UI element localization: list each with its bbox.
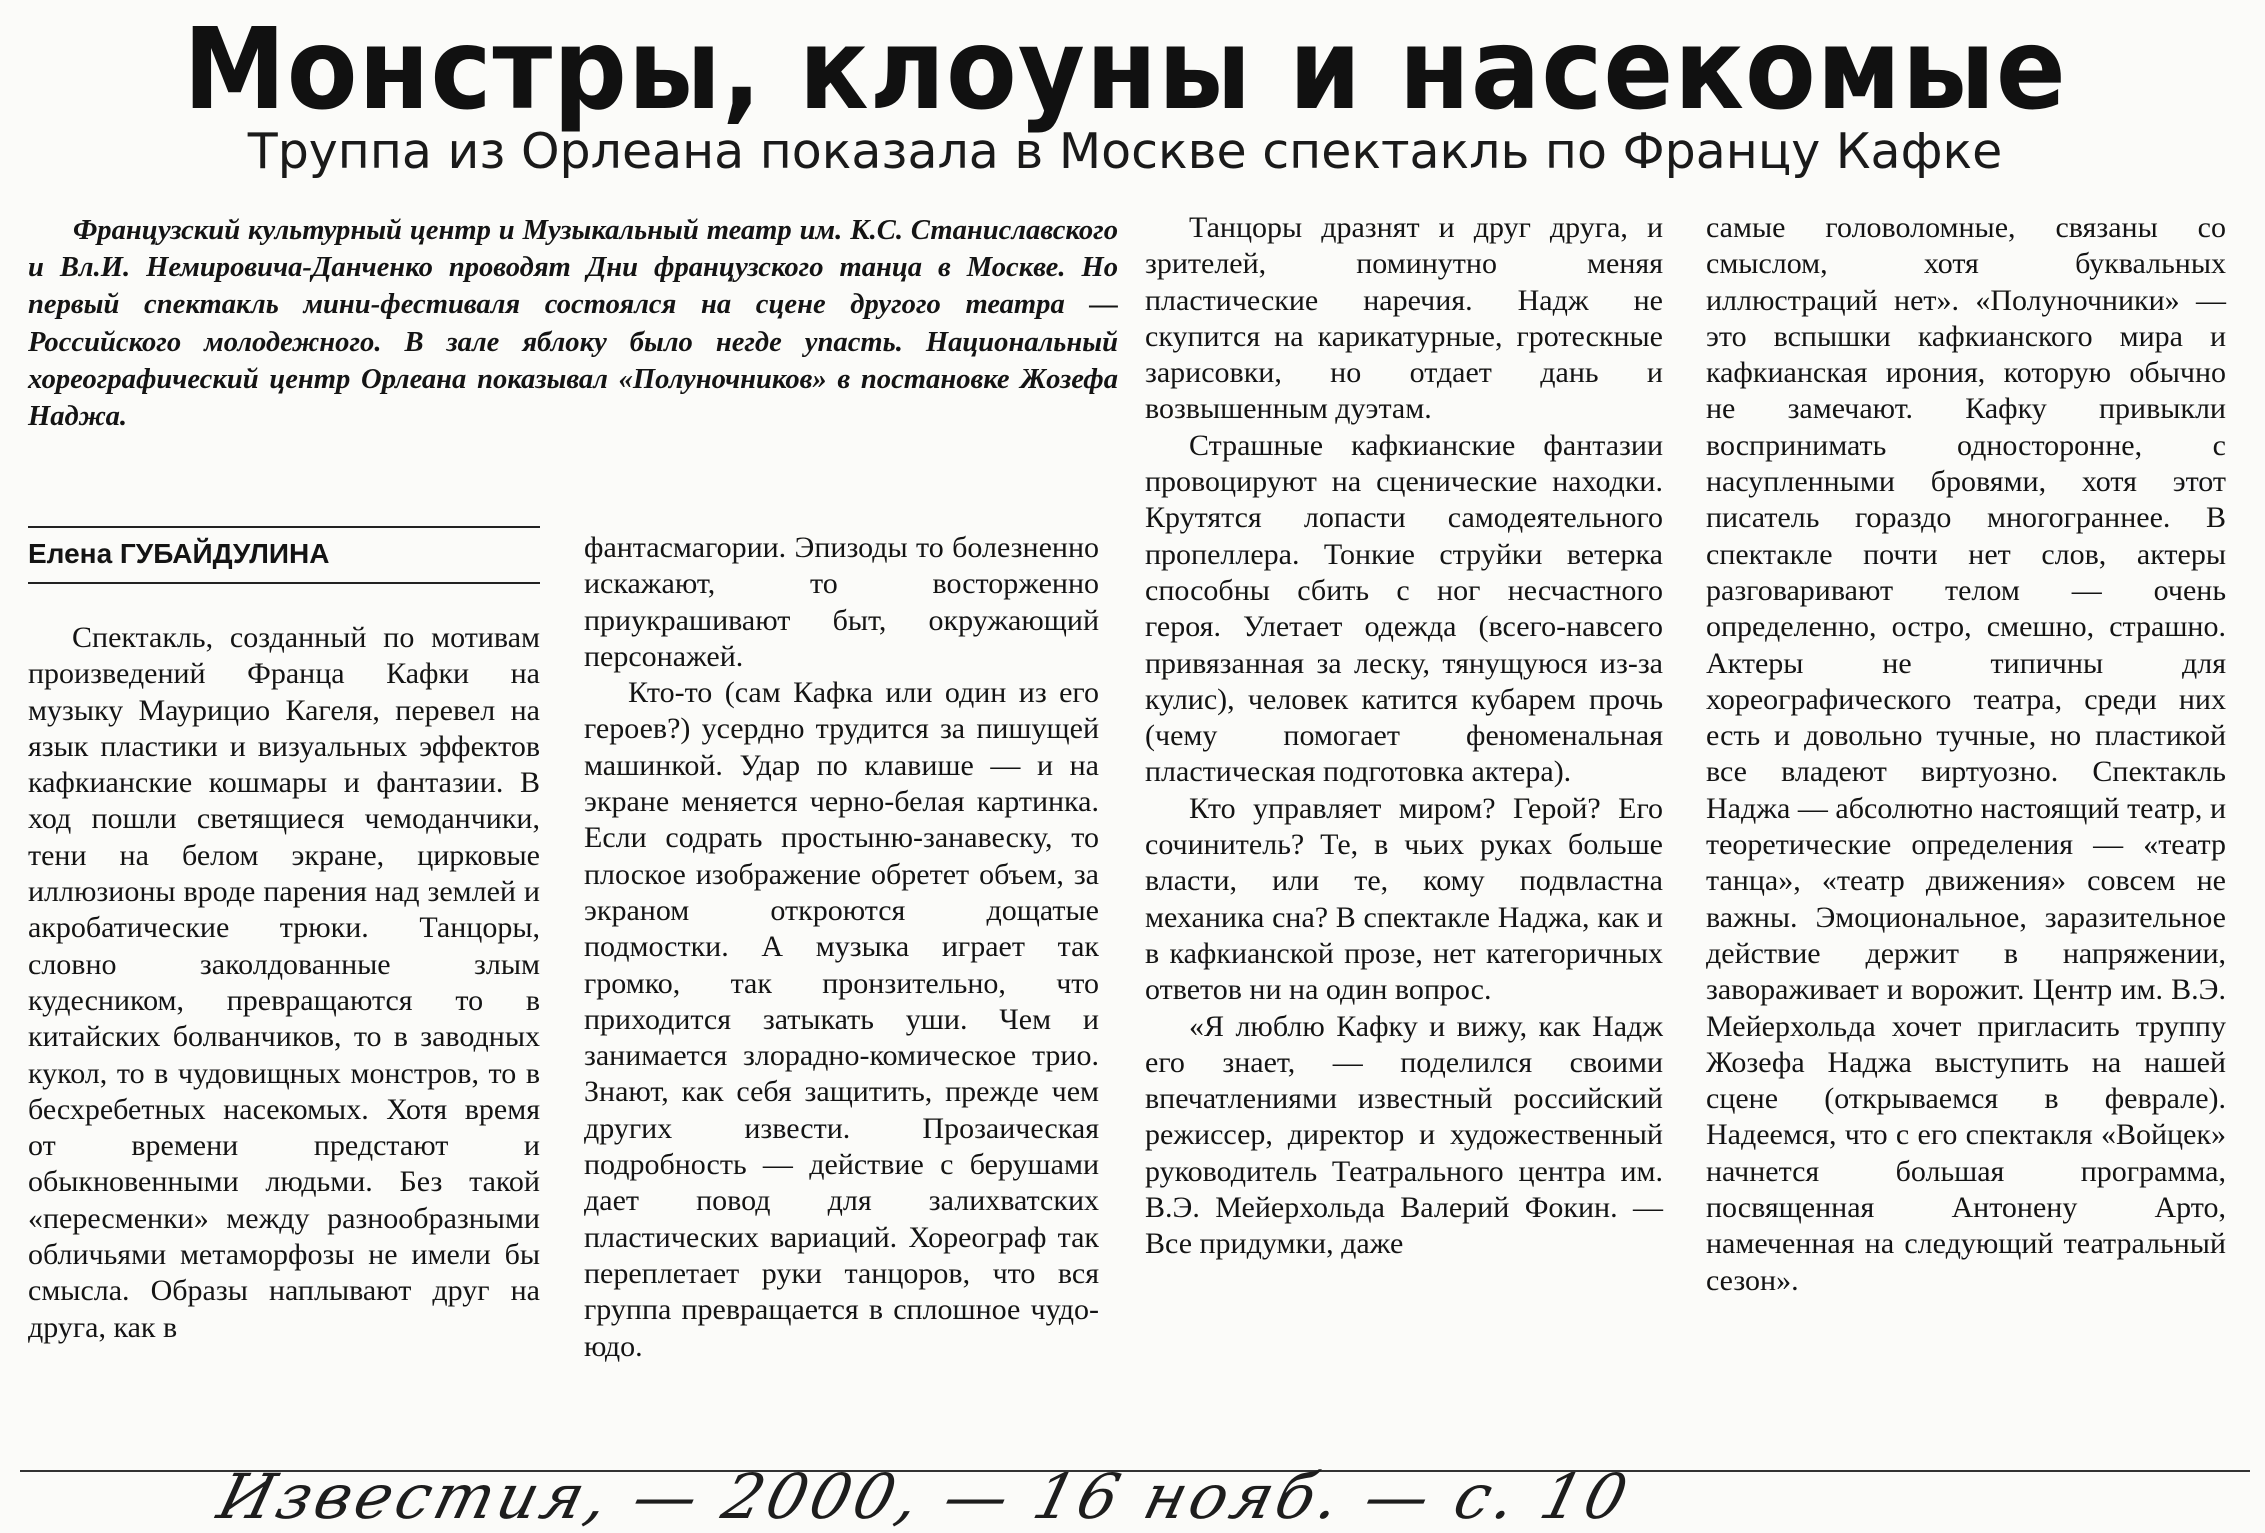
lead-text: Французский культурный центр и Музыкальный театр им. К.С. Станиславского и Вл.И. Немировича-Данченко проводят Дни французского танца в Москве. Но первый спектакль мини-фестиваля состоялся на сцене другого театра — Российского молодежного. В зале яблоку было негде упасть. Национальный хореографический центр Орлеана показывал «Полуночников» в постановке Жозефа Наджа. (28, 215, 1118, 433)
column-4 (1706, 210, 2226, 1299)
byline-rule-bottom (28, 582, 540, 584)
paragraph: Кто-то (сам Кафка или один из его героев?) усердно трудится за пишущей машинкой. Удар по клавише — и на экране меняется черно-белая картинка. Если содрать простыню-занавеску, то плоское изображение обретет объем, за экраном откроются дощатые подмостки. А музыка играет так громко, так пронзительно, что приходится затыкать уши. Чем и занимается злорадно-комическое трио. Знают, как себя защитить, прежде чем других извести. Прозаическая подробность — действие с берушами дает повод для залихватских пластических вариаций. Хореограф так переплетает руки танцоров, что вся группа превращается в сплошное чудо-юдо. (584, 676, 1099, 1363)
byline: Елена ГУБАЙДУЛИНА (28, 538, 330, 569)
handwritten-source-note: Известия, — 2000, — 16 нояб. — с. 10 (211, 1460, 1639, 1533)
paragraph: фантасмагории. Эпизоды то болезненно искажают, то восторженно приукрашивают быт, окружающий персонажей. (584, 531, 1099, 673)
paragraph: самые головоломные, связаны со смыслом, хотя буквальных иллюстраций нет». «Полуночники» — это вспышки кафкианского мира и кафкианская ирония, которую обычно не замечают. Кафку привыкли воспринимать односторонне, с насупленными бровями, хотя этот писатель гораздо многограннее. В спектакле почти нет слов, актеры разговаривают телом — очень определенно, остро, смешно, страшно. Актеры не типичны для хореографического театра, среди них есть и довольно тучные, но пластикой все владеют виртуозно. Спектакль Наджа — абсолютно настоящий театр, и теоретические определения — «театр танца», «театр движения» совсем не важны. Эмоциональное, заразительное действие держит в напряжении, завораживает и ворожит. Центр им. В.Э. Мейерхольда хочет пригласить труппу Жозефа Наджа выступить на нашей сцене (открываемся в феврале). Надеемся, что с его спектакля «Войцек» начнется большая программа, посвященная Антонену Арто, намеченная на следующий театральный сезон». (1706, 211, 2226, 1297)
paragraph: Кто управляет миром? Герой? Его сочинитель? Те, в чьих руках больше власти, или те, кому подвластна механика сна? В спектакле Наджа, как и в кафкианской прозе, нет категоричных ответов ни на один вопрос. (1145, 791, 1663, 1007)
paragraph: Спектакль, созданный по мотивам произведений Франца Кафки на музыку Маурицио Кагеля, перевел на язык пластики и визуальных эффектов кафкианские кошмары и фантазии. В ход пошли светящиеся чемоданчики, тени на белом экране, цирковые иллюзионы вроде парения над землей и акробатические трюки. Танцоры, словно заколдованные злым кудесником, превращаются то в китайских болванчиков, то в заводных кукол, то в чудовищных монстров, то в бесхребетных насекомых. Хотя время от времени предстают и обыкновенными людьми. Без такой «пересменки» между разнообразными обличьями метаморфозы не имели бы смысла. Образы наплывают друг на друга, как в (28, 621, 540, 1344)
paragraph: Страшные кафкианские фантазии провоцируют на сценические находки. Крутятся лопасти самодеятельного пропеллера. Тонкие струйки ветерка способны сбить с ног несчастного героя. Улетает одежда (всего-навсего привязанная за леску, тянущуюся из-за кулис), человек катится кубарем прочь (чему помогает феноменальная пластическая подготовка актера). (1145, 428, 1663, 789)
subheadline: Труппа из Орлеана показала в Москве спектакль по Францу Кафке (247, 123, 2003, 180)
column-1 (28, 620, 540, 1346)
column-2 (584, 530, 1099, 1365)
column-3 (1145, 210, 1663, 1263)
headline: Монстры, клоуны и насекомые (183, 5, 2067, 135)
paragraph: «Я люблю Кафку и вижу, как Надж его знает, — поделился своими впечатлениями известный российский режиссер, директор и художественный руководитель Театрального центра им. В.Э. Мейерхольда Валерий Фокин. — Все придумки, даже (1145, 1009, 1663, 1261)
byline-rule-top (28, 526, 540, 528)
lead-paragraph (28, 212, 1118, 435)
paragraph: Танцоры дразнят и друг друга, и зрителей, поминутно меняя пластические наречия. Надж не скупится на карикатурные, гротескные зарисовки, но отдает дань и возвышенным дуэтам. (1145, 211, 1663, 426)
